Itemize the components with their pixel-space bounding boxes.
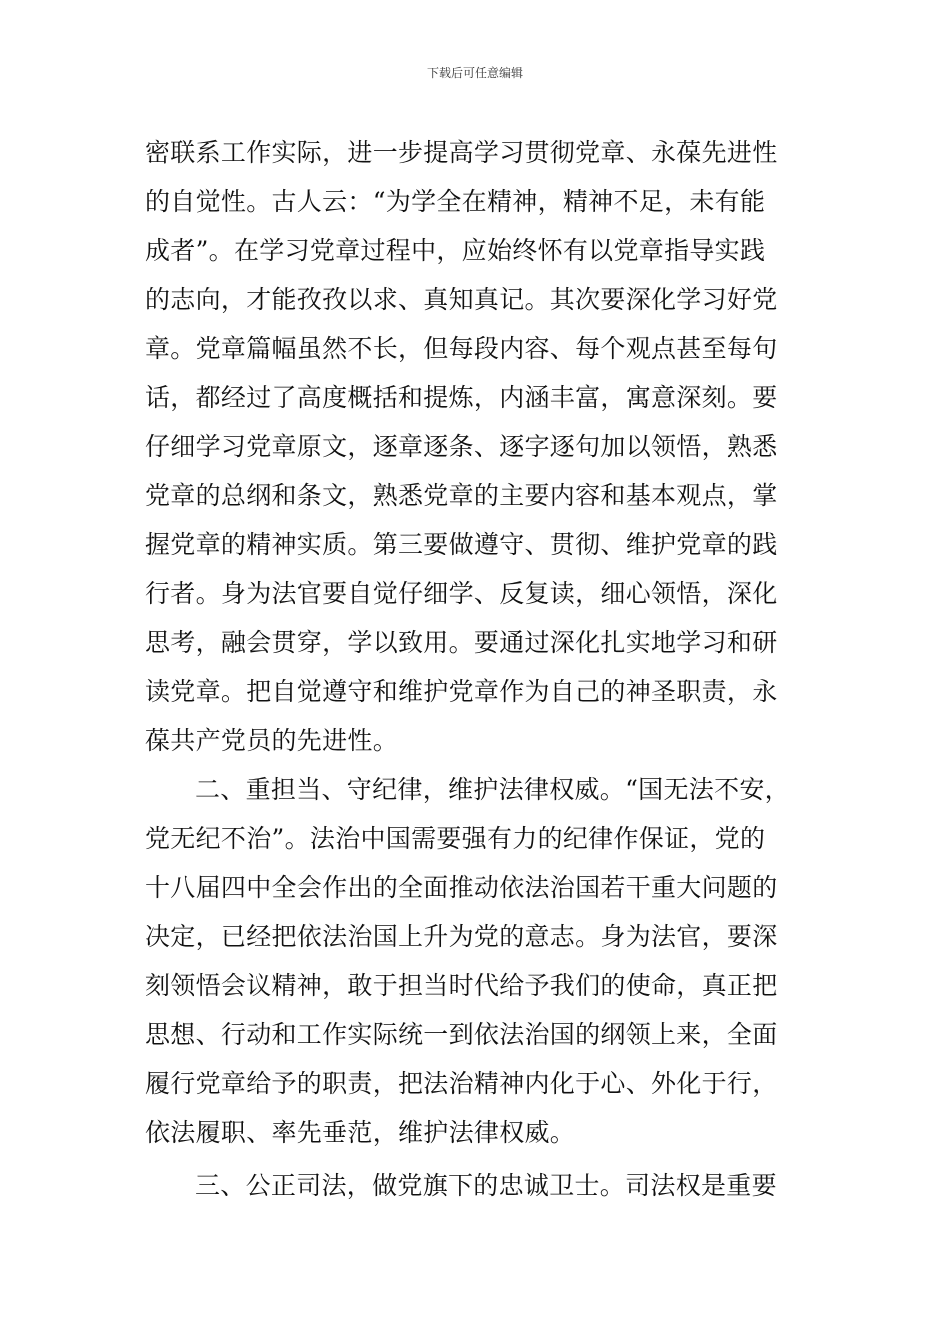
text-line: 依法履职、率先垂范，维护法律权威。 [145,1118,576,1147]
text-line: 行者。身为法官要自觉仔细学、反复读，细心领悟，深化 [145,579,778,608]
page-header: 下载后可任意编辑 [426,66,523,80]
text-line: 刻领悟会议精神，敢于担当时代给予我们的使命，真正把 [145,971,778,1000]
text-line: 党章的总纲和条文，熟悉党章的主要内容和基本观点，掌 [145,481,778,510]
text-line: 成者”。在学习党章过程中，应始终怀有以党章指导实践 [145,236,766,265]
text-line: 决定，已经把依法治国上升为党的意志。身为法官，要深 [145,922,778,951]
text-line: 的志向，才能孜孜以求、真知真记。其次要深化学习好党 [145,285,778,314]
text-line: 十八届四中全会作出的全面推动依法治国若干重大问题的 [145,873,778,902]
text-line: 章。党章篇幅虽然不长，但每段内容、每个观点甚至每句 [145,334,778,363]
document-body [145,128,815,1210]
text-line: 葆共产党员的先进性。 [145,726,399,755]
text-line: 思想、行动和工作实际统一到依法治国的纲领上来，全面 [145,1020,778,1049]
text-line: 思考，融会贯穿，学以致用。要通过深化扎实地学习和研 [145,628,778,657]
paragraph-three-start: 三、公正司法，做党旗下的忠诚卫士。司法权是重要 [195,1171,777,1200]
text-line: 密联系工作实际，进一步提高学习贯彻党章、永葆先进性 [145,138,778,167]
text-line: 履行党章给予的职责，把法治精神内化于心、外化于行， [145,1069,778,1098]
text-line: 读党章。把自觉遵守和维护党章作为自己的神圣职责，永 [145,677,778,706]
text-line: 话，都经过了高度概括和提炼，内涵丰富，寓意深刻。要 [145,383,778,412]
text-line: 党无纪不治”。法治中国需要强有力的纪律作保证，党的 [145,824,766,853]
text-line: 的自觉性。古人云：“为学全在精神，精神不足，未有能 [145,187,766,216]
text-line: 仔细学习党章原文，逐章逐条、逐字逐句加以领悟，熟悉 [145,432,778,461]
text-line: 握党章的精神实质。第三要做遵守、贯彻、维护党章的践 [145,530,778,559]
paragraph-two-start: 二、重担当、守纪律，维护法律权威。“国无法不安， [195,775,790,804]
